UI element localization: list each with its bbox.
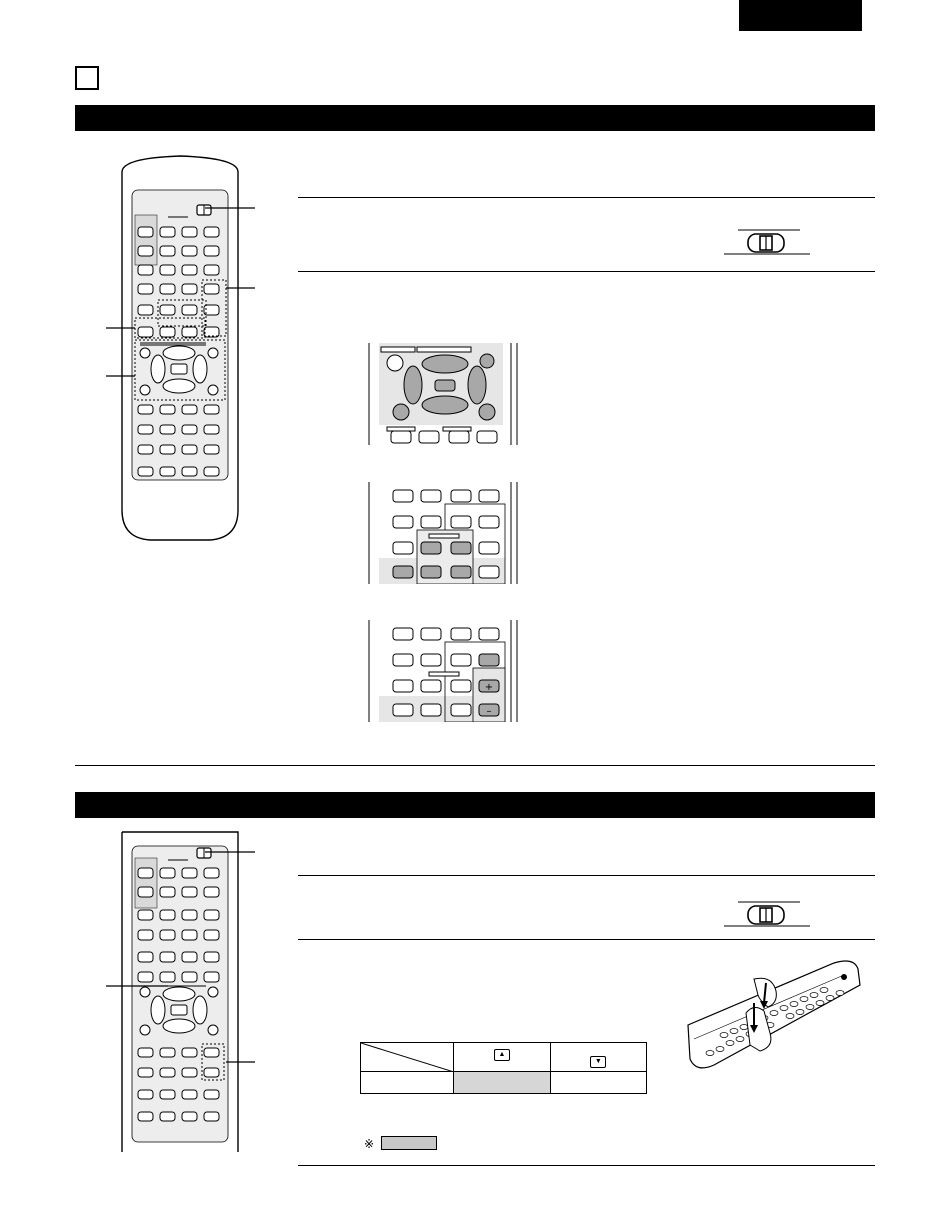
svg-text:+: +	[484, 682, 494, 693]
mode-switch-icon	[724, 898, 814, 930]
table-cell-default	[454, 1072, 550, 1094]
button-cluster-icon	[365, 482, 525, 584]
table-header-down	[550, 1043, 646, 1072]
step-rule	[298, 875, 875, 876]
button-cluster-icon	[365, 620, 525, 722]
table-cell	[361, 1072, 454, 1094]
table-header-up	[454, 1043, 550, 1072]
hand-holding-remote-icon	[684, 955, 864, 1075]
step-rule	[298, 939, 875, 940]
cursor-pad-icon	[365, 343, 525, 445]
up-key-icon: ▲	[494, 1049, 510, 1061]
table-diagonal-cell	[361, 1043, 454, 1072]
step-rule	[298, 1165, 875, 1166]
down-key-icon: ▼	[590, 1056, 606, 1068]
note-symbol: ※	[364, 1137, 375, 1151]
step-rule	[298, 197, 875, 198]
svg-text:–: –	[486, 706, 492, 717]
setting-table	[360, 1042, 647, 1094]
section-divider	[75, 765, 875, 766]
default-swatch	[381, 1136, 437, 1150]
table-cell	[550, 1072, 646, 1094]
mode-switch-icon	[724, 226, 814, 258]
step-rule	[298, 271, 875, 272]
